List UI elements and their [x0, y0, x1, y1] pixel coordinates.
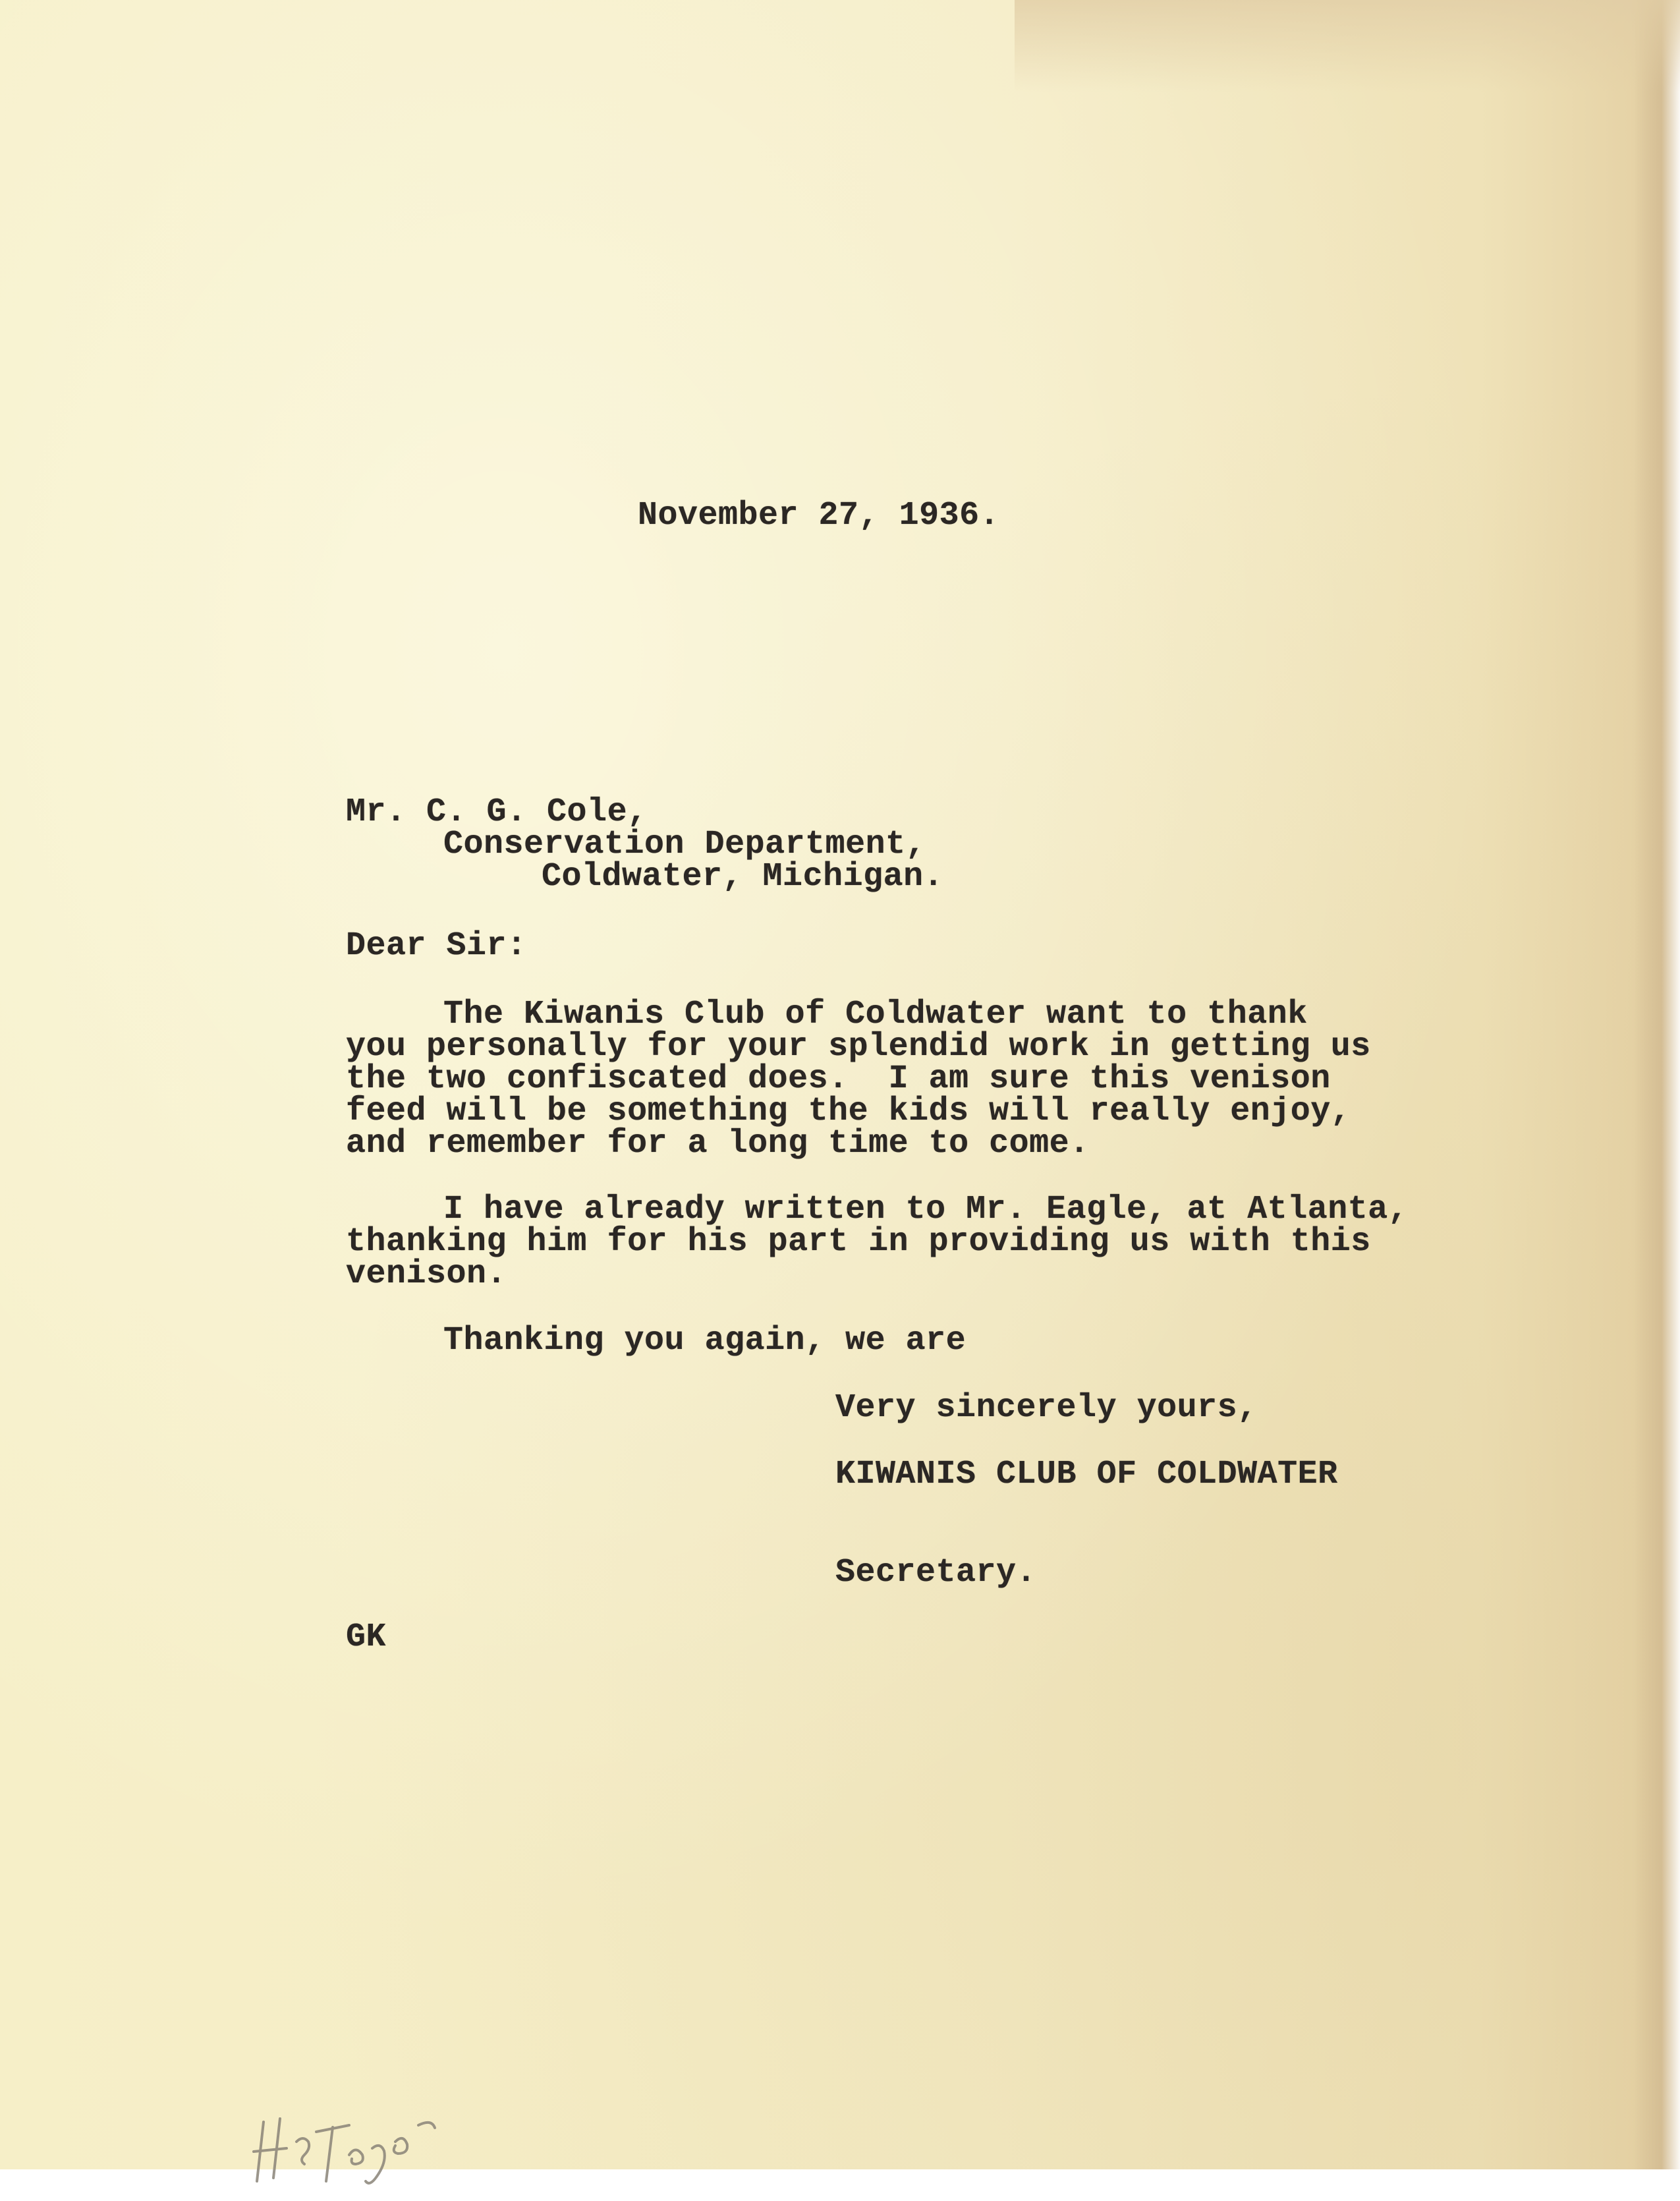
signer-title: Secretary. — [835, 1554, 1037, 1591]
paragraph1-line5: and remember for a long time to come. — [346, 1125, 1090, 1162]
paragraph2-line2: thanking him for his part in providing us with this — [346, 1223, 1371, 1261]
paragraph2-line1: I have already written to Mr. Eagle, at Atlanta, — [443, 1191, 1409, 1228]
closing-line: Thanking you again, we are — [443, 1322, 966, 1359]
paragraph1-line1: The Kiwanis Club of Coldwater want to thank — [443, 996, 1308, 1033]
organization-name: KIWANIS CLUB OF COLDWATER — [835, 1456, 1338, 1493]
paragraph1-line3: the two confiscated does. I am sure this venison — [346, 1060, 1331, 1098]
paragraph1-line4: feed will be something the kids will really enjoy, — [346, 1093, 1351, 1130]
typist-initials: GK — [346, 1618, 387, 1656]
letter-date: November 27, 1936. — [638, 497, 1000, 534]
recipient-location: Coldwater, Michigan. — [542, 858, 944, 896]
salutation: Dear Sir: — [346, 927, 527, 965]
handwritten-pencil-note — [250, 2096, 474, 2201]
recipient-department: Conservation Department, — [443, 826, 926, 863]
paragraph1-line2: you personally for your splendid work in getting us — [346, 1028, 1371, 1066]
complimentary-close: Very sincerely yours, — [835, 1389, 1258, 1427]
recipient-name: Mr. C. G. Cole, — [346, 793, 648, 831]
paragraph2-line3: venison. — [346, 1255, 507, 1293]
